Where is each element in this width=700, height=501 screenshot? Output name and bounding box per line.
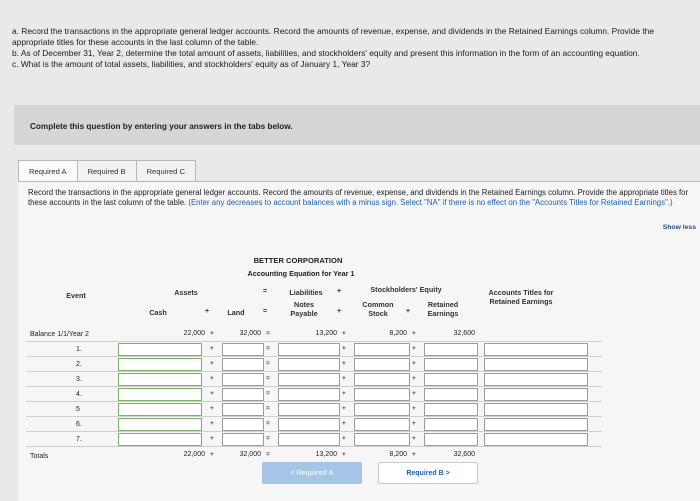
re-input[interactable] <box>424 403 478 416</box>
table-row <box>26 342 602 357</box>
re-input[interactable] <box>424 433 478 446</box>
instruction-c: c. What is the amount of total assets, liabilities, and stockholders' equity as of January 1, Year 3? <box>12 59 371 69</box>
stock-input[interactable] <box>354 358 410 371</box>
show-less-link[interactable]: Show less <box>662 224 696 231</box>
cash-input[interactable] <box>118 373 202 386</box>
balance-re: 32,600 <box>453 330 475 337</box>
land-input[interactable] <box>222 388 264 401</box>
plus-symbol: + <box>412 435 416 442</box>
plus-symbol: + <box>412 375 416 382</box>
plus-symbol: + <box>412 345 416 352</box>
plus-symbol: + <box>337 288 342 295</box>
header-account-titles: Accounts Titles for Retained Earnings <box>488 288 554 306</box>
header-retained-earnings: Retained Earnings <box>427 300 459 318</box>
header-land: Land <box>227 308 245 317</box>
plus-symbol: + <box>210 435 214 442</box>
re-input[interactable] <box>424 343 478 356</box>
notes-input[interactable] <box>278 373 340 386</box>
account-title-select[interactable] <box>484 418 588 431</box>
navigation-buttons <box>262 462 478 484</box>
table-subtitle: Accounting Equation for Year 1 <box>247 269 355 278</box>
accounting-equation-table <box>26 245 602 465</box>
row-label: 6. <box>76 421 82 428</box>
plus-symbol: + <box>210 375 214 382</box>
header-assets: Assets <box>174 288 198 297</box>
land-input[interactable] <box>222 403 264 416</box>
plus-symbol: + <box>412 330 416 337</box>
tab-required-a[interactable]: Required A <box>18 160 78 182</box>
table-row <box>26 357 602 372</box>
totals-label: Totals <box>30 453 49 460</box>
stock-input[interactable] <box>354 403 410 416</box>
panel-instructions <box>28 188 698 208</box>
account-title-select[interactable] <box>484 343 588 356</box>
plus-symbol: + <box>210 451 214 458</box>
notes-input[interactable] <box>278 388 340 401</box>
cash-input[interactable] <box>118 418 202 431</box>
plus-symbol: + <box>342 345 346 352</box>
equals-symbol: = <box>266 405 270 412</box>
notes-input[interactable] <box>278 403 340 416</box>
cash-input[interactable] <box>118 403 202 416</box>
complete-banner <box>14 105 700 145</box>
plus-symbol: + <box>210 360 214 367</box>
plus-symbol: + <box>210 405 214 412</box>
table-row <box>26 402 602 417</box>
plus-symbol: + <box>412 405 416 412</box>
totals-row <box>26 448 602 463</box>
header-stockholders-equity: Stockholders' Equity <box>370 285 442 294</box>
stock-input[interactable] <box>354 373 410 386</box>
land-input[interactable] <box>222 373 264 386</box>
plus-symbol: + <box>342 405 346 412</box>
totals-notes: 13,200 <box>315 451 337 458</box>
plus-symbol: + <box>342 330 346 337</box>
plus-symbol: + <box>342 390 346 397</box>
notes-input[interactable] <box>278 433 340 446</box>
header-common-stock: Common Stock <box>362 300 394 318</box>
row-label: 5 <box>76 406 80 413</box>
plus-symbol: + <box>210 420 214 427</box>
plus-symbol: + <box>412 390 416 397</box>
cash-input[interactable] <box>118 388 202 401</box>
balance-stock: 8,200 <box>389 330 407 337</box>
equals-symbol: = <box>266 451 270 458</box>
plus-symbol: + <box>210 390 214 397</box>
plus-symbol: + <box>342 375 346 382</box>
plus-symbol: + <box>205 308 210 315</box>
tab-bar <box>18 160 195 182</box>
cash-input[interactable] <box>118 358 202 371</box>
land-input[interactable] <box>222 433 264 446</box>
row-label: 1. <box>76 346 82 353</box>
equals-symbol: = <box>266 390 270 397</box>
equals-symbol: = <box>263 308 268 315</box>
plus-symbol: + <box>412 360 416 367</box>
question-instructions <box>12 26 682 70</box>
equals-symbol: = <box>266 420 270 427</box>
equals-symbol: = <box>266 435 270 442</box>
row-label: 4. <box>76 391 82 398</box>
cash-input[interactable] <box>118 433 202 446</box>
table-row <box>26 372 602 387</box>
balance-cash: 22,000 <box>183 330 205 337</box>
plus-symbol: + <box>342 360 346 367</box>
land-input[interactable] <box>222 418 264 431</box>
notes-input[interactable] <box>278 343 340 356</box>
prev-required-a-button[interactable]: < Required A <box>262 462 362 484</box>
table-row <box>26 387 602 402</box>
re-input[interactable] <box>424 358 478 371</box>
equals-symbol: = <box>266 375 270 382</box>
plus-symbol: + <box>342 451 346 458</box>
balance-row <box>26 327 602 342</box>
plus-symbol: + <box>337 308 342 315</box>
table-row <box>26 432 602 447</box>
plus-symbol: + <box>406 308 411 315</box>
balance-notes: 13,200 <box>315 330 337 337</box>
banner-text: Complete this question by entering your answers in the tabs below. <box>30 122 293 131</box>
plus-symbol: + <box>342 435 346 442</box>
header-notes-payable: Notes Payable <box>290 300 318 318</box>
row-label: 3. <box>76 376 82 383</box>
totals-stock: 8,200 <box>389 451 407 458</box>
notes-input[interactable] <box>278 358 340 371</box>
account-title-select[interactable] <box>484 358 588 371</box>
stock-input[interactable] <box>354 433 410 446</box>
totals-land: 32,000 <box>239 451 261 458</box>
plus-symbol: + <box>412 451 416 458</box>
account-title-select[interactable] <box>484 433 588 446</box>
equals-symbol: = <box>266 345 270 352</box>
plus-symbol: + <box>210 345 214 352</box>
instruction-a: a. Record the transactions in the appropriate general ledger accounts. Record the amounts of revenue, expense, and dividends in the Retained Earnings column. Provide the appropriate titles for these accounts in the last column of the table. <box>12 26 655 47</box>
next-required-b-button[interactable]: Required B > <box>378 462 478 484</box>
panel-blue-text: (Enter any decreases to account balances with a minus sign. Select "NA" if there is no effect on the "Accounts Titles for Retained Earnings".) <box>188 198 673 207</box>
cash-input[interactable] <box>118 343 202 356</box>
equals-symbol: = <box>263 288 268 295</box>
land-input[interactable] <box>222 343 264 356</box>
tab-required-b[interactable]: Required B <box>77 160 137 182</box>
account-title-select[interactable] <box>484 388 588 401</box>
stock-input[interactable] <box>354 418 410 431</box>
tab-required-c[interactable]: Required C <box>136 160 196 182</box>
account-title-select[interactable] <box>484 403 588 416</box>
row-label: 2. <box>76 361 82 368</box>
header-cash: Cash <box>149 308 167 317</box>
instruction-b: b. As of December 31, Year 2, determine the total amount of assets, liabilities, and stockholders' equity and present this information in the form of an accounting equation. <box>12 48 640 58</box>
account-title-select[interactable] <box>484 373 588 386</box>
totals-cash: 22,000 <box>183 451 205 458</box>
row-label: 7. <box>76 436 82 443</box>
balance-land: 32,000 <box>239 330 261 337</box>
equals-symbol: = <box>266 360 270 367</box>
balance-label: Balance 1/1/Year 2 <box>30 331 89 338</box>
header-liabilities: Liabilities <box>289 288 323 297</box>
header-event: Event <box>66 291 86 300</box>
notes-input[interactable] <box>278 418 340 431</box>
plus-symbol: + <box>412 420 416 427</box>
totals-re: 32,600 <box>453 451 475 458</box>
company-name: BETTER CORPORATION <box>253 256 343 265</box>
stock-input[interactable] <box>354 343 410 356</box>
equals-symbol: = <box>266 330 270 337</box>
land-input[interactable] <box>222 358 264 371</box>
re-input[interactable] <box>424 373 478 386</box>
tab-panel <box>18 181 700 501</box>
panel-main-text: Record the transactions in the appropriate general ledger accounts. Record the amounts of revenue, expense, and dividends in the Retained Earnings column. Provide the appropriate titles for these accounts in the last column of the table. <box>28 188 689 207</box>
plus-symbol: + <box>342 420 346 427</box>
plus-symbol: + <box>210 330 214 337</box>
re-input[interactable] <box>424 388 478 401</box>
table-row <box>26 417 602 432</box>
stock-input[interactable] <box>354 388 410 401</box>
re-input[interactable] <box>424 418 478 431</box>
